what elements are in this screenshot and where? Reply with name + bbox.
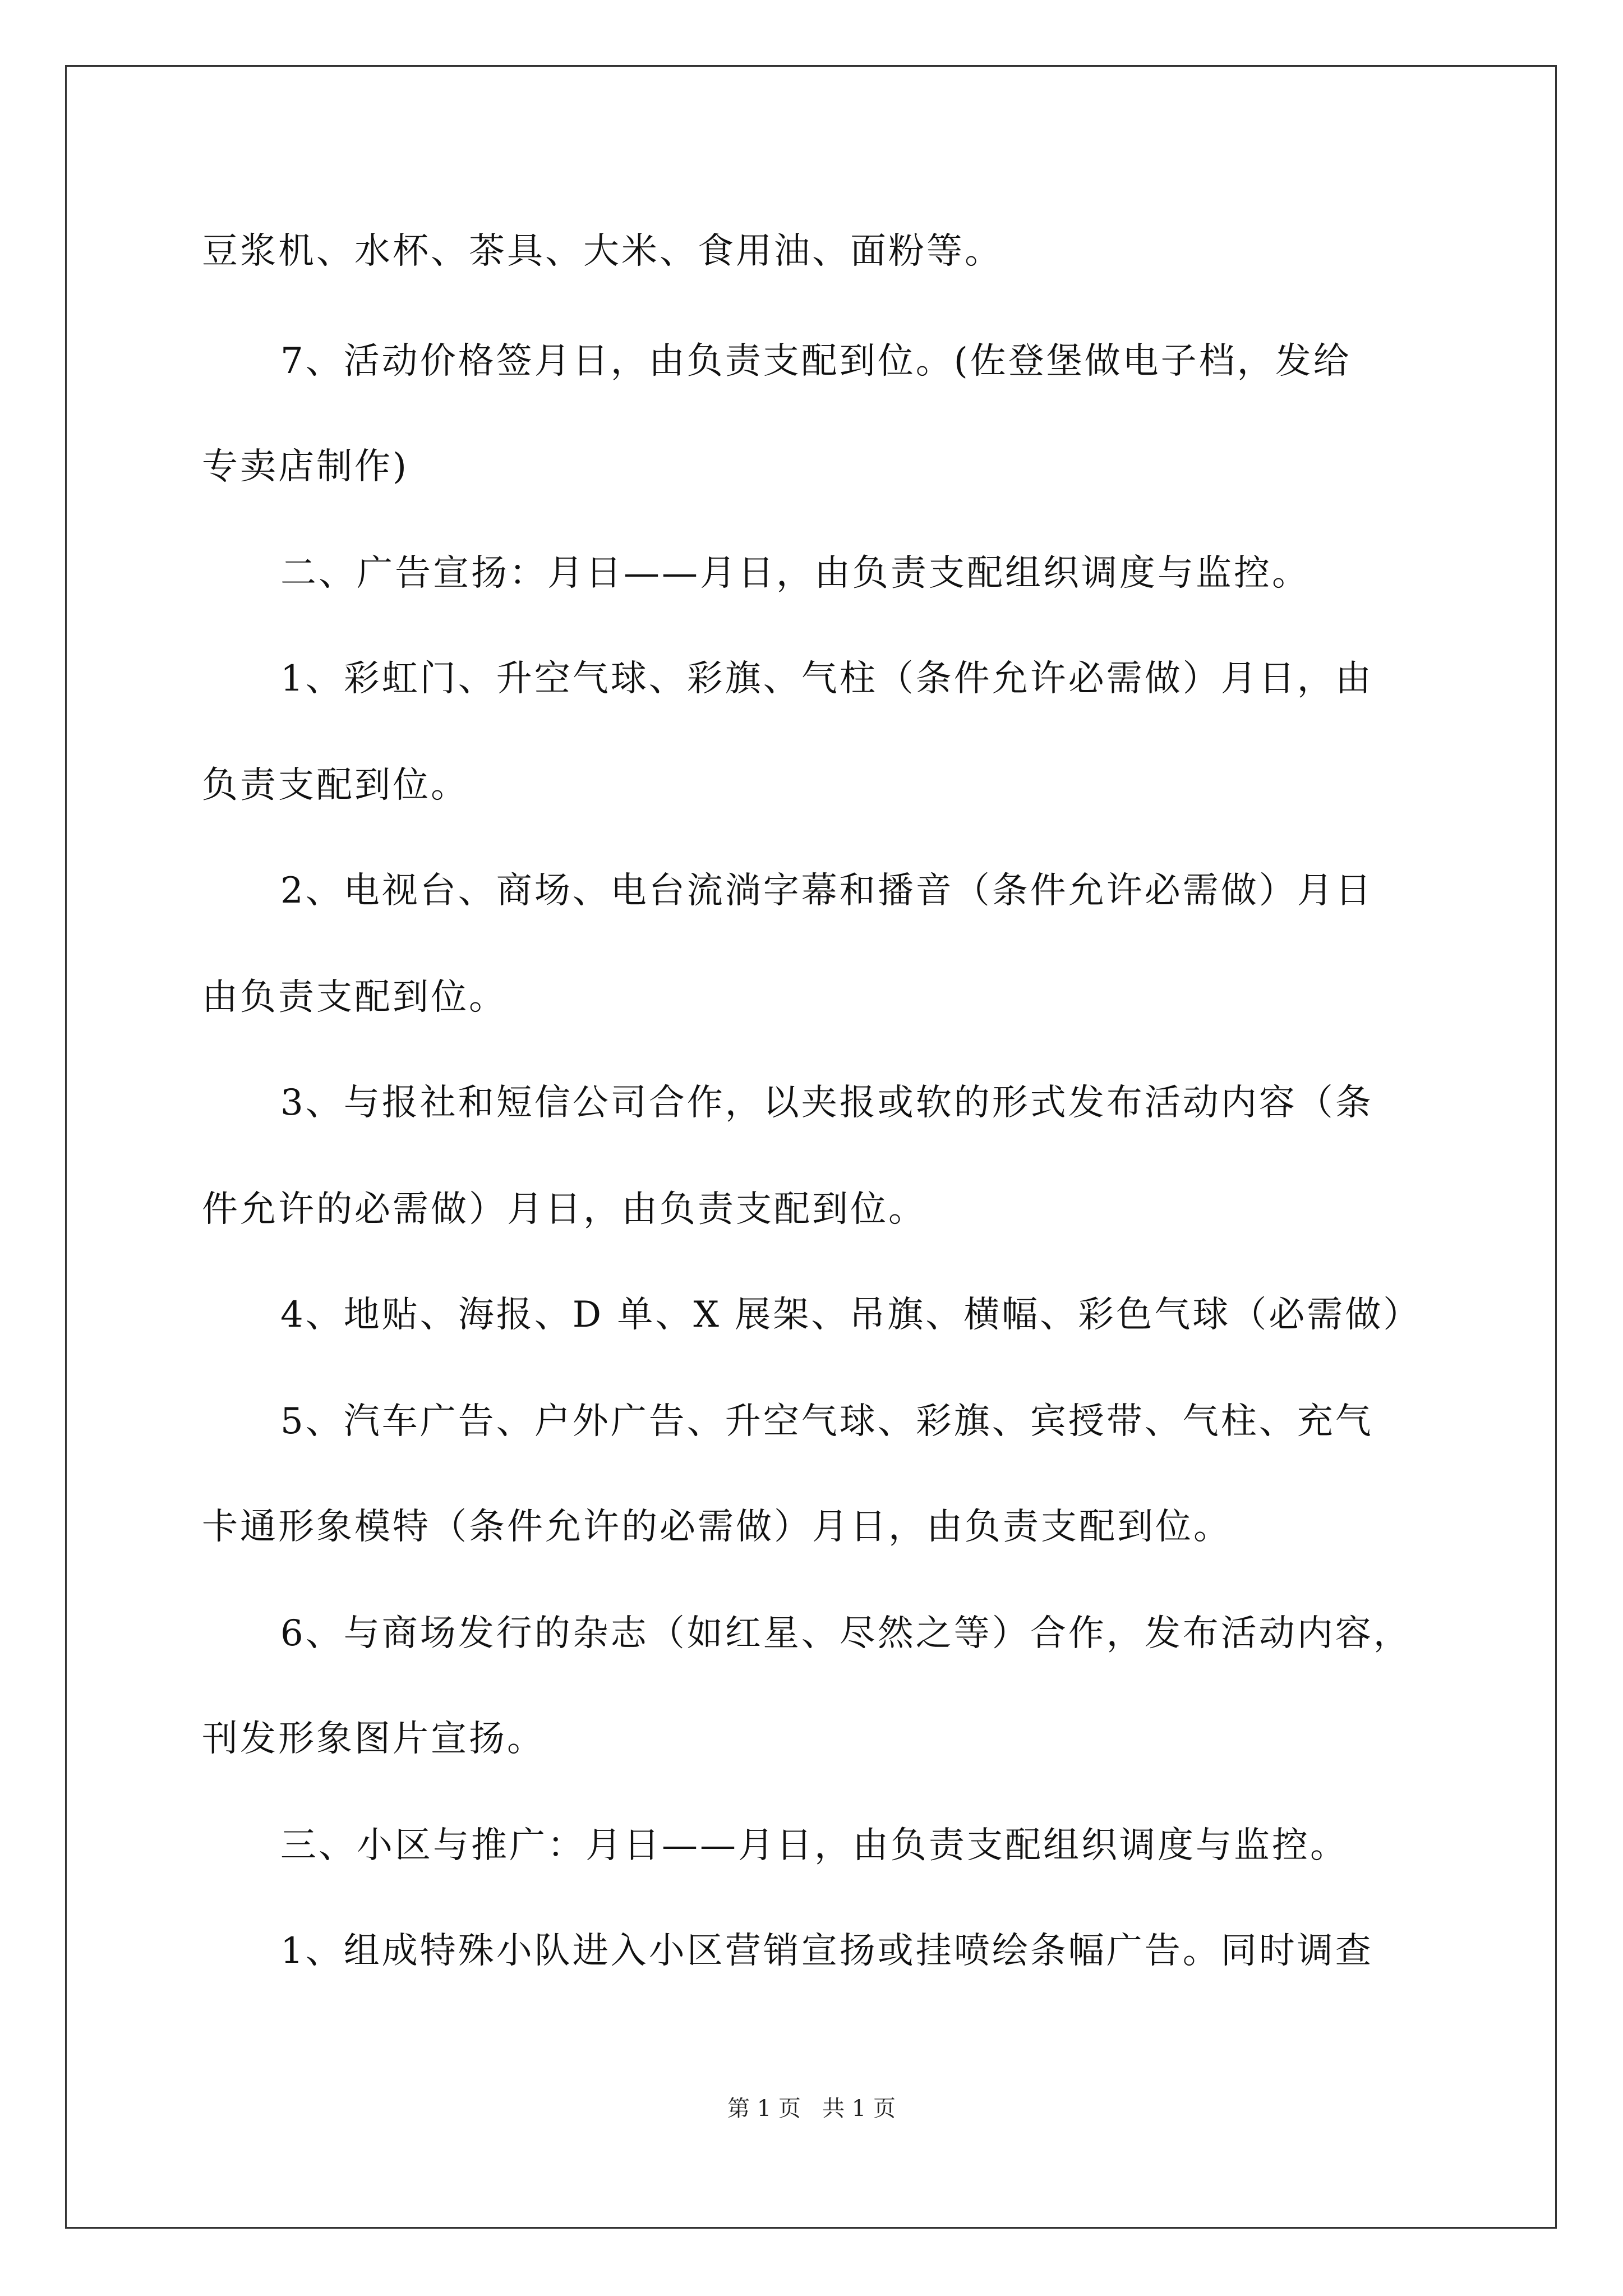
page-footer: 第 1 页 共 1 页: [727, 2096, 896, 2122]
text-line: 卡通形象模特（条件允许的必需做）月日，由负责支配到位。: [202, 1506, 1232, 1548]
text-line: 由负责支配到位。: [202, 977, 507, 1018]
text-line: 二、广告宣扬：月日——月日，由负责支配组织调度与监控。: [280, 553, 1310, 594]
text-line: 3、与报社和短信公司合作，以夹报或软的形式发布活动内容（条: [280, 1082, 1373, 1124]
text-line: 刊发形象图片宣扬。: [202, 1718, 545, 1760]
text-line: 三、小区与推广：月日——月日，由负责支配组织调度与监控。: [280, 1825, 1348, 1866]
text-line: 1、彩虹门、升空气球、彩旗、气柱（条件允许必需做）月日，由: [280, 658, 1373, 700]
text-line: 6、与商场发行的杂志（如红星、尽然之等）合作，发布活动内容，: [280, 1613, 1412, 1654]
text-line: 5、汽车广告、户外广告、升空气球、彩旗、宾授带、气柱、充气: [280, 1401, 1373, 1442]
text-line: 负责支配到位。: [202, 765, 469, 806]
text-line: 2、电视台、商场、电台流淌字幕和播音（条件允许必需做）月日: [280, 870, 1373, 912]
text-line: 4、地贴、海报、D 单、X 展架、吊旗、横幅、彩色气球（必需做）: [280, 1294, 1422, 1336]
text-line: 件允许的必需做）月日，由负责支配到位。: [202, 1189, 926, 1230]
text-line: 7、活动价格签月日，由负责支配到位。(佐登堡做电子档，发给: [280, 341, 1352, 382]
text-line: 豆浆机、水杯、茶具、大米、食用油、面粉等。: [202, 231, 1003, 272]
text-line: 专卖店制作): [202, 446, 409, 487]
text-line: 1、组成特殊小队进入小区营销宣扬或挂喷绘条幅广告。同时调查: [280, 1930, 1373, 1972]
page-border: [65, 65, 1557, 2229]
